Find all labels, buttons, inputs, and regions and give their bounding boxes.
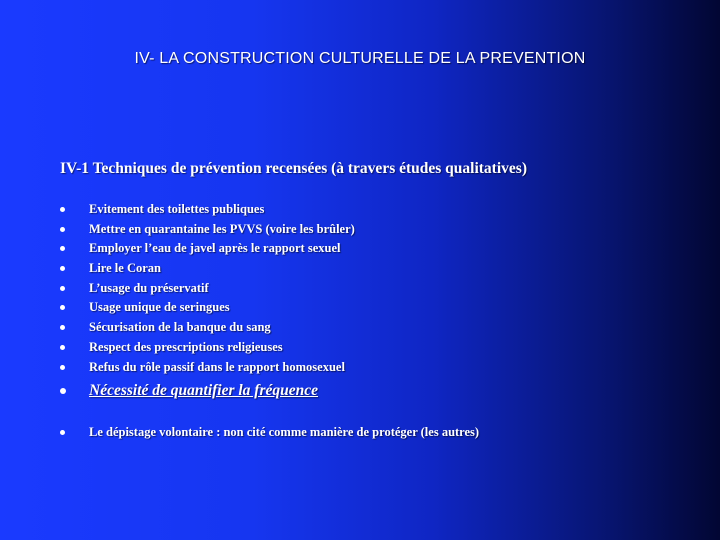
last-item-text: Le dépistage volontaire : non cité comme manière de protéger (les autres)	[89, 425, 480, 439]
bullet-dot-icon	[60, 325, 65, 330]
bullet-dot-icon	[60, 286, 65, 291]
list-item-text: Employer l’eau de javel après le rapport sexuel	[89, 241, 341, 256]
list-item	[60, 279, 355, 299]
list-item-text: Usage unique de seringues	[89, 300, 230, 315]
list-item-text: Mettre en quarantaine les PVVS (voire les brûler)	[89, 221, 355, 236]
list-item	[60, 259, 355, 279]
list-item	[60, 239, 355, 259]
bullet-dot-icon	[60, 207, 65, 212]
list-item	[60, 298, 355, 318]
list-item-text: L’usage du préservatif	[89, 280, 209, 295]
bullet-dot-icon	[60, 388, 66, 394]
bullet-dot-icon	[60, 365, 65, 370]
list-item	[60, 220, 355, 240]
list-item-text: Evitement des toilettes publiques	[89, 202, 265, 216]
bullet-dot-icon	[60, 430, 65, 435]
techniques-list	[60, 200, 355, 377]
bullet-dot-icon	[60, 227, 65, 232]
emphasis-item-text: Nécessité de quantifier la fréquence	[89, 382, 319, 399]
last-item	[60, 423, 479, 442]
section-subtitle: IV-1 Techniques de prévention recensées (à travers études qualitatives)	[60, 160, 527, 177]
slide-title: IV- LA CONSTRUCTION CULTURELLE DE LA PREVENTION	[134, 50, 586, 67]
list-item	[60, 358, 355, 378]
list-item	[60, 318, 355, 338]
list-item	[60, 200, 355, 220]
list-item-text: Refus du rôle passif dans le rapport homosexuel	[89, 359, 345, 374]
emphasis-item	[60, 380, 318, 402]
bullet-dot-icon	[60, 345, 65, 350]
bullet-dot-icon	[60, 305, 65, 310]
bullet-dot-icon	[60, 266, 65, 271]
list-item-text: Sécurisation de la banque du sang	[89, 320, 271, 335]
list-item	[60, 338, 355, 358]
list-item-text: Respect des prescriptions religieuses	[89, 339, 283, 354]
bullet-dot-icon	[60, 246, 65, 251]
list-item-text: Lire le Coran	[89, 261, 161, 276]
